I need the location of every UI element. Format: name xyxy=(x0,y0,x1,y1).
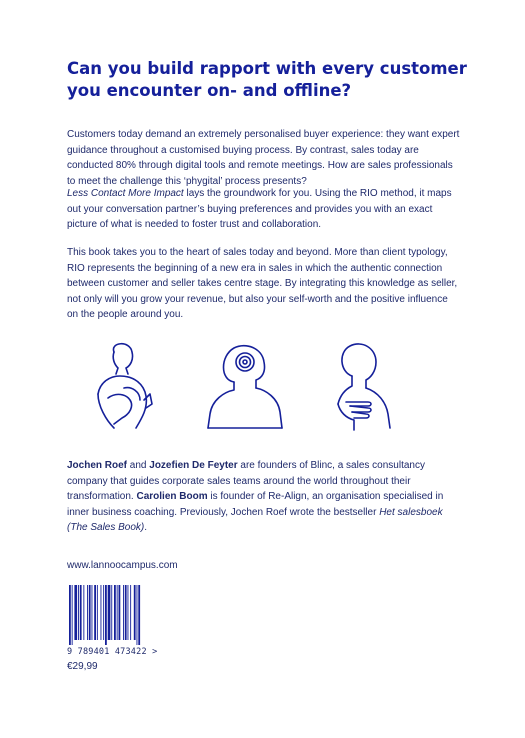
barcode-bar xyxy=(134,585,136,640)
barcode-bar xyxy=(97,585,98,640)
bio-text: . xyxy=(144,522,148,534)
barcode-bar xyxy=(125,585,127,640)
book-title: Less Contact More Impact xyxy=(67,188,184,199)
barcode-bar xyxy=(103,585,104,640)
illustration-row xyxy=(84,342,424,432)
barcode-bar xyxy=(101,585,102,640)
isbn-number: 9 789401 473422 > xyxy=(67,647,158,657)
spiral-mind-icon xyxy=(208,346,282,428)
summary-paragraph: This book takes you to the heart of sales today and beyond. More than client typology, RIO represents the beginning of a new era in sales in which the authentic connection between customer and seller takes centre stage. By integrating this knowledge as seller, not only will you grow your revenue, but also your self-worth and the positive influence on the people around you. xyxy=(67,247,458,321)
barcode-bar xyxy=(72,585,73,645)
intro-paragraph: Customers today demand an extremely personalised buyer experience: they want expert guidance throughout a customised buying process. By contrast, sales today are conducted 80% through digital tools and remote meetings. How are sales professionals to meet the challenge this ‘phygital’ process presents? xyxy=(67,129,460,187)
barcode-bar xyxy=(119,585,121,640)
publisher-website: www.lannoocampus.com xyxy=(67,560,178,571)
method-text: lays the groundwork for you. Using the RIO method, it maps out your conversation partner’s buying preferences and provides you with an exact picture of what is needed to foster trust and collaboration. xyxy=(67,188,452,231)
back-cover-headline: Can you build rapport with every customer you encounter on- and offline? xyxy=(67,59,467,100)
method-paragraph xyxy=(67,186,461,233)
hug-icon xyxy=(98,344,152,428)
barcode-bar xyxy=(89,585,91,640)
barcode-bar xyxy=(69,585,71,645)
barcode-bar xyxy=(94,585,96,640)
barcode-bar xyxy=(105,585,107,645)
barcode-bar xyxy=(92,585,93,640)
barcode-bar xyxy=(108,585,111,640)
barcode-bar xyxy=(137,585,138,645)
price: €29,99 xyxy=(67,661,98,672)
author-bio xyxy=(67,458,461,536)
barcode-bar xyxy=(130,585,131,640)
author-name: Jozefien De Feyter xyxy=(149,460,238,471)
barcode-bar xyxy=(111,585,112,640)
bio-text: is founder of Re-Align, an organisation specialised in inner business coaching. Previously, Jochen Roef wrote the bestseller xyxy=(67,491,444,518)
previous-book-title: Het salesboek (The Sales Book) xyxy=(67,506,443,534)
barcode-bar xyxy=(80,585,82,640)
barcode-bar xyxy=(87,585,88,640)
bio-text: are founders of Blinc, a sales consultancy company that guides corporate sales teams around the world throughout their transformation. xyxy=(67,460,425,503)
author-name: Carolien Boom xyxy=(136,491,208,503)
barcode-bar xyxy=(117,585,118,640)
bio-text: and xyxy=(127,460,150,471)
barcode xyxy=(67,585,162,645)
barcode-bar xyxy=(114,585,116,640)
barcode-bar xyxy=(123,585,124,640)
barcode-bar xyxy=(138,585,140,645)
barcode-bar xyxy=(128,585,129,640)
hand-on-chest-icon xyxy=(338,344,390,430)
barcode-bar xyxy=(83,585,84,640)
barcode-bar xyxy=(78,585,79,640)
author-name: Jochen Roef xyxy=(67,460,128,471)
barcode-bar xyxy=(74,585,77,640)
